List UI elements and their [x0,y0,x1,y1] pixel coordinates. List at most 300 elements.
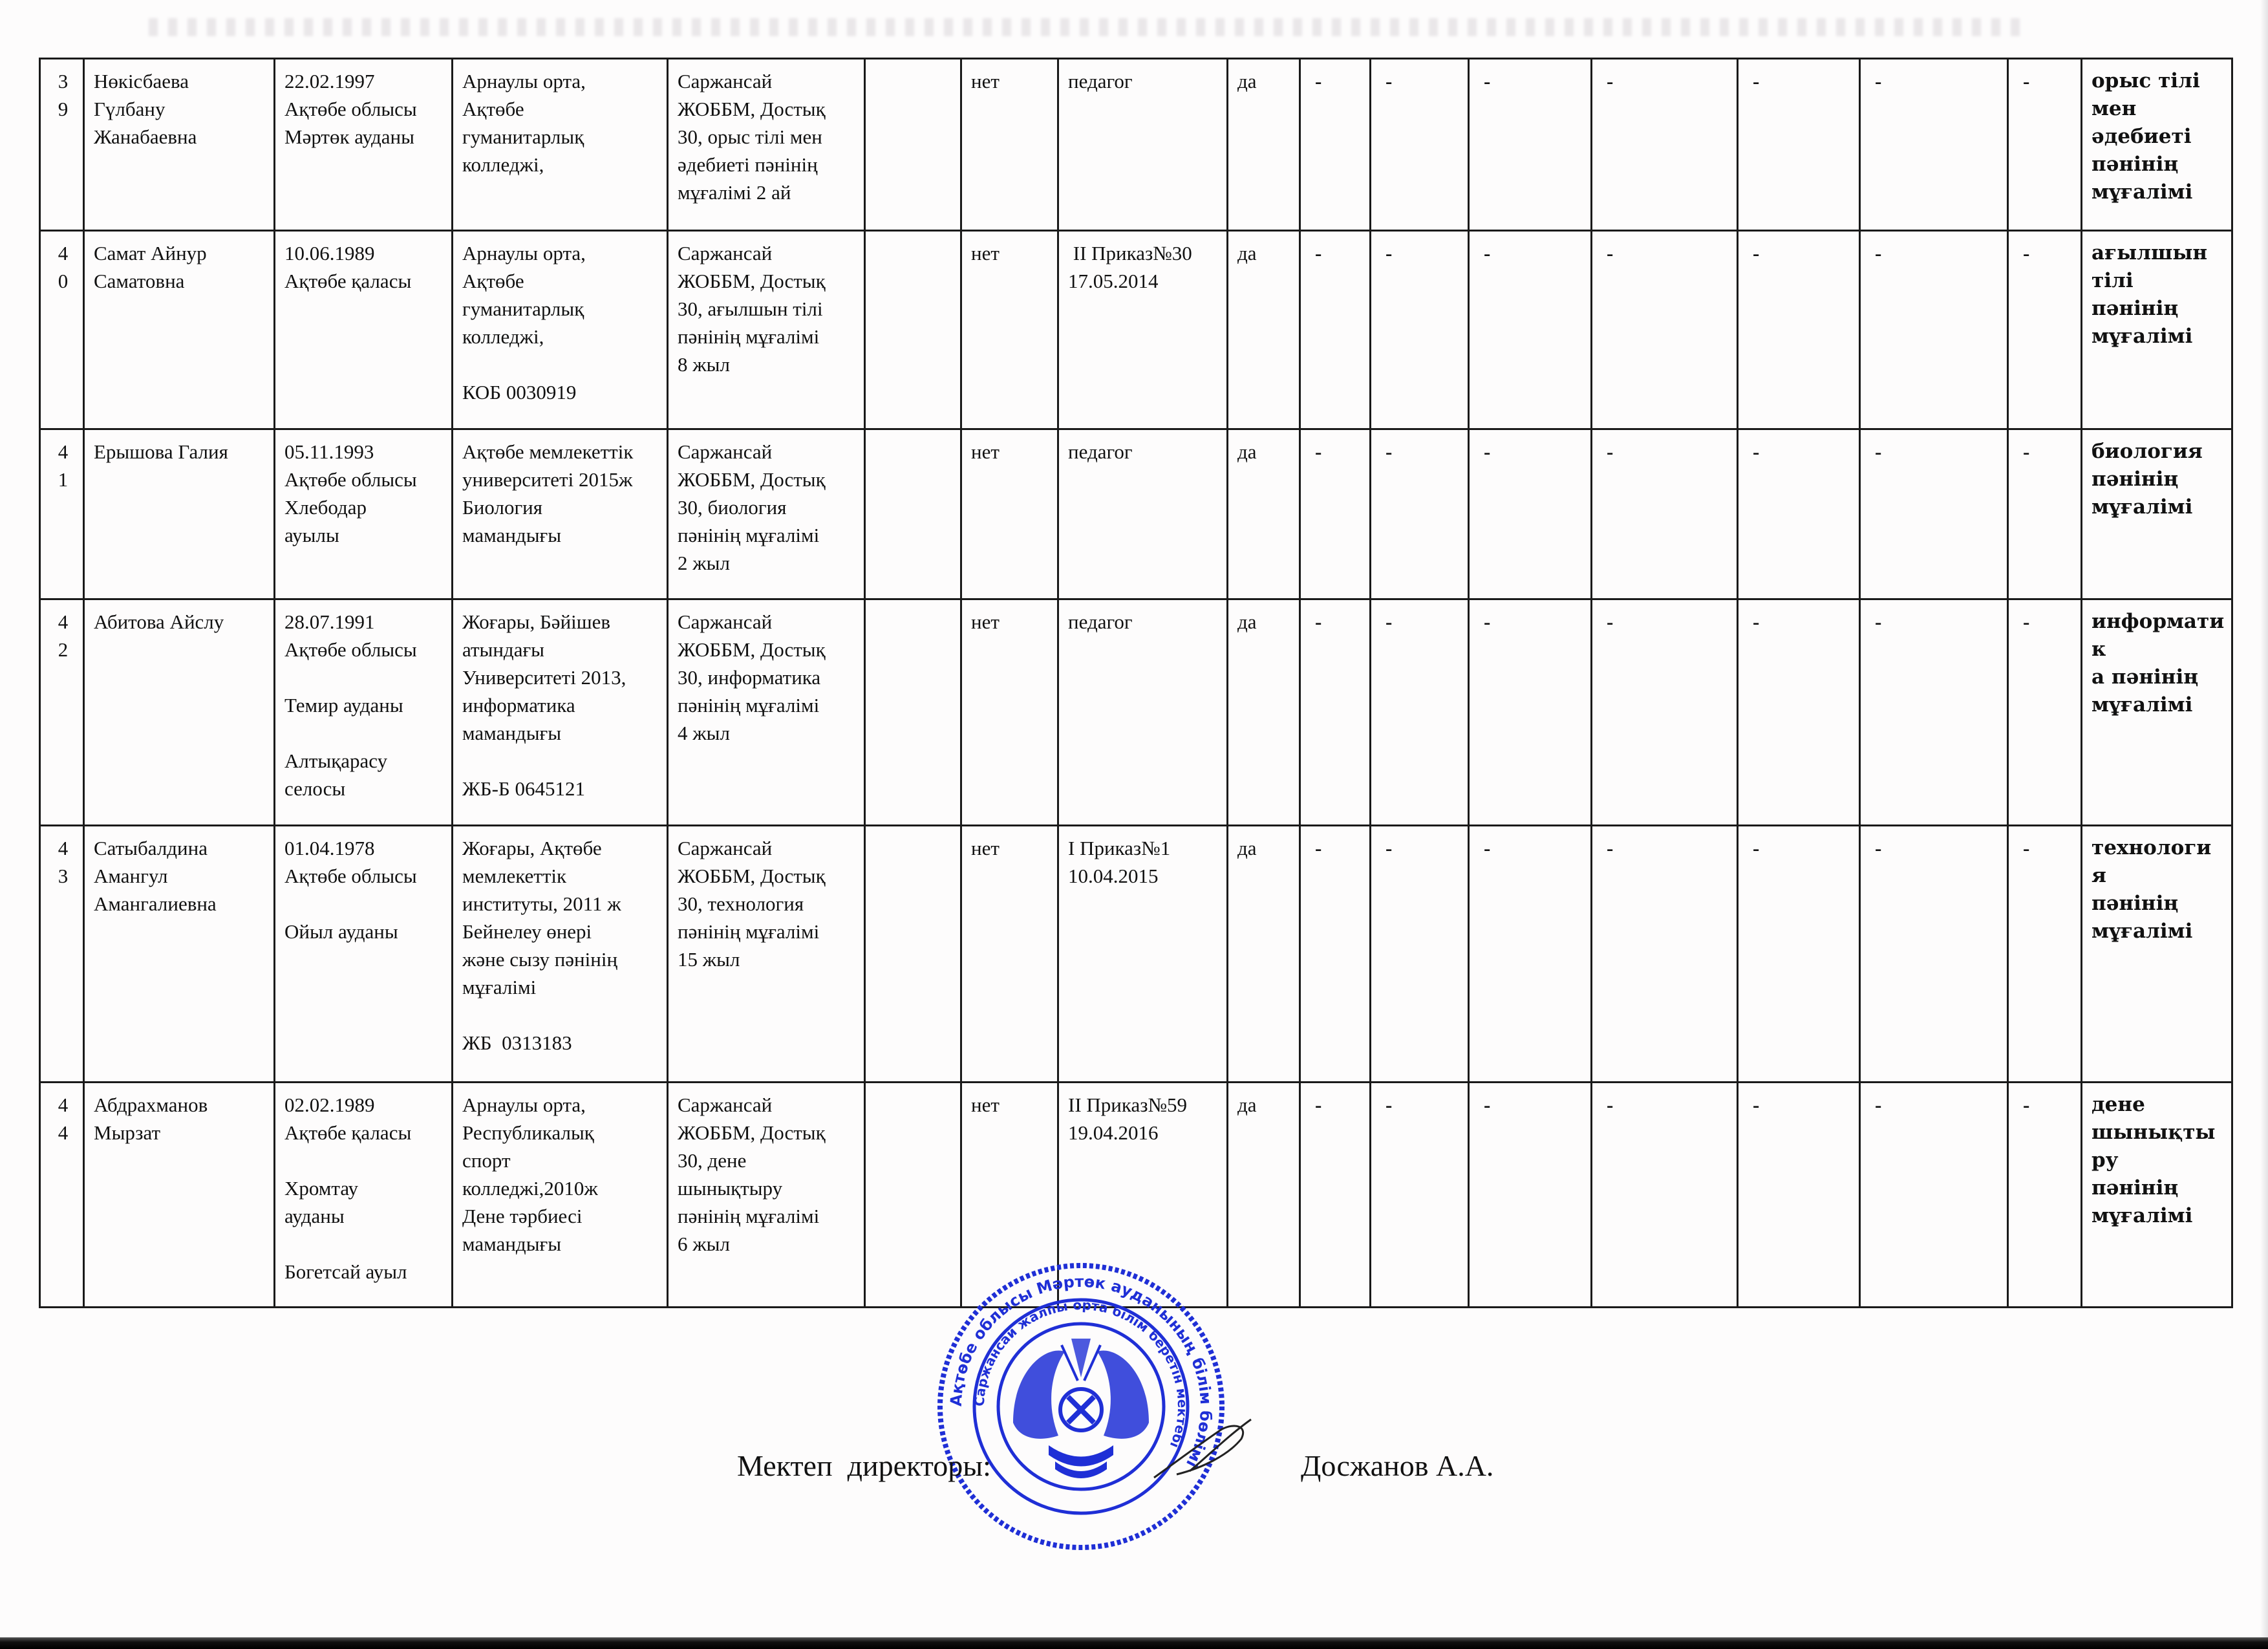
flag-cell [961,429,1058,599]
cell-line: Саржансай [678,242,773,264]
dash-cell [1738,429,1860,599]
cell-line: Хромтау [284,1177,359,1200]
yes-cell [1228,231,1300,429]
dash-mark: - [1875,1094,1882,1116]
cell-line: 4 жыл [678,722,730,744]
workplace-cell [668,59,865,231]
cell-line: колледжі, [462,325,544,348]
cell-line: пәнінің мұғалімі [678,694,820,717]
cell-line: II Приказ№30 [1068,242,1192,264]
cell-line: Республикалық [462,1121,594,1144]
dash-mark: - [1607,242,1614,264]
dash-mark: - [2023,440,2030,463]
dash-cell [1371,599,1469,826]
dash-cell [1860,231,2008,429]
cell-line: Ақтөбе облысы [284,468,417,491]
cell-line: ЖОББМ, Достық [678,638,826,661]
cell-line: институты, 2011 ж [462,892,621,915]
cell-line: мемлекеттік [462,865,567,887]
staff-table [39,58,2233,1308]
row-number-digit: 4 [58,837,69,859]
dash-cell [1371,826,1469,1083]
dash-mark: - [1315,610,1322,633]
dash-cell [1469,59,1592,231]
cell-line: Нөкісбаева [94,70,189,92]
dash-cell [1371,429,1469,599]
cell-line: және сызу пәнінің [462,948,618,971]
workplace-cell [668,231,865,429]
cell-line: Ақтөбе облысы [284,865,417,887]
dash-mark: - [1385,440,1393,463]
dash-cell [1469,1083,1592,1308]
cell-line: 28.07.1991 [284,610,375,633]
row-number-digit: 0 [58,270,69,292]
cell-line: ЖОББМ, Достық [678,1121,826,1144]
dash-cell [1860,599,2008,826]
cell-line: әдебиеті [2091,125,2192,148]
dash-mark: - [1385,70,1393,92]
dash-mark: - [1607,837,1614,859]
row-number-digit: 4 [58,1094,69,1116]
flag-cell [961,826,1058,1083]
cell-line: мұғалімі [2091,495,2193,519]
dash-cell [2008,231,2082,429]
cell-line: мұғалімі [2091,1204,2193,1227]
cell-line: ауылы [284,524,339,546]
row-number-digit: 4 [58,440,69,463]
position-cell [2082,59,2232,231]
dash-cell [1300,231,1371,429]
dash-mark: - [1385,610,1393,633]
dash-cell [1860,1083,2008,1308]
dash-mark: - [1753,1094,1760,1116]
cell-line: мұғалімі [2091,920,2193,943]
dash-cell [1738,59,1860,231]
scan-bleed-through [149,18,2024,36]
dash-mark: - [1385,837,1393,859]
dash-mark: - [1315,1094,1322,1116]
dash-mark: - [1607,1094,1614,1116]
yes-cell [1228,429,1300,599]
dash-mark: - [2023,242,2030,264]
cell-line: пәнінің [2091,892,2179,915]
cell-line: Ерышова Галия [94,440,228,463]
dash-mark: - [1607,610,1614,633]
cell-line: Жоғары, Ақтөбе [462,837,602,859]
cell-line: Ақтөбе облысы [284,98,417,120]
cell-line: мұғалімі [462,976,537,998]
row-number-digit: 3 [58,865,69,887]
cell-text: да [1237,440,1257,463]
cell-line: информатик [2091,610,2225,661]
dash-mark: - [1484,1094,1491,1116]
cell-line: а пәнінің [2091,665,2199,689]
cell-line: Ақтөбе мемлекеттік [462,440,634,463]
cell-line: Саржансай [678,610,773,633]
dash-cell [1371,1083,1469,1308]
dash-cell [2008,59,2082,231]
cell-line: Саржансай [678,837,773,859]
cell-line: 30, технология [678,892,804,915]
education-cell [453,1083,668,1308]
seal-outer-text: Ақтөбе облысы Мәртөк ауданының білім бөлімі [947,1272,1215,1471]
cell-line: Саржансай [678,70,773,92]
cell-line: 6 жыл [678,1233,730,1255]
cell-line: Ақтөбе [462,270,524,292]
cell-line: спорт [462,1149,511,1172]
coat-of-arms-emblem [1013,1339,1149,1478]
dash-mark: - [1753,610,1760,633]
signature-label: Мектеп директоры: [737,1449,991,1482]
table-row [40,826,2232,1083]
cell-line: мен [2091,97,2137,120]
cell-line: атындағы [462,638,544,661]
dash-mark: - [2023,610,2030,633]
cell-line: ағылшын [2091,241,2208,264]
full-name-cell [84,599,275,826]
dash-cell [2008,599,2082,826]
cell-line: шынықтыру [2091,1121,2216,1172]
row-number-digit: 9 [58,98,69,120]
dash-mark: - [1875,610,1882,633]
dash-cell [1300,599,1371,826]
empty-cell [865,599,961,826]
cell-line: Бейнелеу өнері [462,920,592,943]
staff-table-body [40,59,2232,1308]
dash-mark: - [1753,242,1760,264]
cell-line: педагог [1068,610,1133,633]
dash-mark: - [1753,837,1760,859]
dash-mark: - [1315,242,1322,264]
cell-line: Сатыбалдина [94,837,208,859]
cell-line: Саматовна [94,270,185,292]
cell-line: Ойыл ауданы [284,920,398,943]
empty-cell [865,826,961,1083]
yes-cell [1228,599,1300,826]
full-name-cell [84,429,275,599]
cell-line: ауданы [284,1205,345,1227]
workplace-cell [668,1083,865,1308]
cell-line: мұғалімі [2091,325,2193,348]
cell-line: Амангалиевна [94,892,217,915]
row-number [40,231,84,429]
cell-line: колледжі,2010ж [462,1177,598,1200]
workplace-cell [668,826,865,1083]
dash-cell [2008,826,2082,1083]
dash-cell [1300,826,1371,1083]
cell-line: ЖОББМ, Достық [678,865,826,887]
row-number [40,59,84,231]
education-cell [453,59,668,231]
dash-cell [1738,231,1860,429]
dash-mark: - [1875,440,1882,463]
director-handwritten-signature [1151,1416,1254,1487]
cell-line: 30, орыс тілі мен [678,125,822,148]
cell-text: нет [971,1094,1000,1116]
cell-line: 05.11.1993 [284,440,374,463]
dash-cell [1371,59,1469,231]
flag-cell [961,59,1058,231]
dash-cell [1469,826,1592,1083]
cell-line: 15 жыл [678,948,740,971]
cell-line: 17.05.2014 [1068,270,1159,292]
dash-cell [1860,59,2008,231]
dash-mark: - [1753,440,1760,463]
cell-line: Самат Айнур [94,242,207,264]
dash-cell [1860,826,2008,1083]
row-number [40,429,84,599]
cell-line: гуманитарлық [462,125,584,148]
cell-text: да [1237,242,1257,264]
cell-line: Хлебодар [284,496,367,519]
row-number-digit: 3 [58,70,69,92]
cell-line: Арнаулы орта, [462,70,586,92]
cell-text: да [1237,1094,1257,1116]
cell-line: технология [2091,836,2212,887]
cell-line: Арнаулы орта, [462,1094,586,1116]
education-cell [453,826,668,1083]
dash-mark: - [1484,242,1491,264]
seal-inner-text: Саржансай жалпы орта білім беретін мектебі [971,1297,1191,1450]
cell-line: мамандығы [462,722,562,744]
scan-edge-shadow [2260,0,2268,1649]
cell-line: Университеті 2013, [462,666,626,689]
position-cell [2082,1083,2232,1308]
official-seal-stamp [936,1261,1226,1552]
full-name-cell [84,826,275,1083]
dash-mark: - [2023,837,2030,859]
row-number [40,826,84,1083]
dash-mark: - [1385,1094,1393,1116]
dash-cell [1592,231,1738,429]
cell-line: Дене тәрбиесі [462,1205,583,1227]
full-name-cell [84,59,275,231]
cell-line: дене [2091,1093,2145,1116]
cell-line [284,1230,445,1258]
dash-mark: - [1875,837,1882,859]
cell-line: педагог [1068,70,1133,92]
dash-mark: - [1607,70,1614,92]
dash-mark: - [1484,440,1491,463]
cell-line: ЖОББМ, Достық [678,468,826,491]
cell-line: ЖОББМ, Достық [678,98,826,120]
cell-line [284,1147,445,1174]
cell-line: мұғалімі [2091,180,2193,204]
cell-line [284,890,445,918]
cell-line: 30, дене [678,1149,747,1172]
cell-line: 8 жыл [678,353,730,376]
cell-line: университеті 2015ж [462,468,633,491]
row-number [40,599,84,826]
cell-line: мамандығы [462,524,562,546]
dash-mark: - [1875,242,1882,264]
dash-mark: - [1315,837,1322,859]
cell-line [462,350,660,378]
cell-text: нет [971,242,1000,264]
dash-cell [2008,1083,2082,1308]
cell-line: мамандығы [462,1233,562,1255]
dash-cell [1469,231,1592,429]
cell-line: 30, биология [678,496,787,519]
dash-mark: - [1315,70,1322,92]
cell-line: биология [2091,440,2203,463]
cell-line: мұғалімі 2 ай [678,181,791,204]
cell-text: нет [971,610,1000,633]
cell-line: Абдрахманов [94,1094,208,1116]
cell-line: ЖБ 0313183 [462,1031,572,1054]
dash-mark: - [1484,610,1491,633]
cell-line [284,719,445,747]
empty-cell [865,429,961,599]
dash-cell [1860,429,2008,599]
cell-text: да [1237,837,1257,859]
scan-bottom-edge [0,1637,2268,1649]
education-cell [453,599,668,826]
cell-line: Ақтөбе облысы [284,638,417,661]
dash-cell [1592,429,1738,599]
cell-line: 10.04.2015 [1068,865,1159,887]
cell-line: 2 жыл [678,552,730,574]
flag-cell [961,599,1058,826]
cell-line: II Приказ№59 [1068,1094,1188,1116]
category-cell [1058,826,1228,1083]
workplace-cell [668,599,865,826]
dash-cell [1738,826,1860,1083]
yes-cell [1228,59,1300,231]
cell-line: информатика [462,694,575,717]
cell-line: Биология [462,496,543,519]
cell-text: нет [971,837,1000,859]
dash-cell [2008,429,2082,599]
dash-mark: - [1875,70,1882,92]
row-number-digit: 4 [58,1121,69,1144]
cell-line: әдебиеті пәнінің [678,153,818,176]
dash-mark: - [1607,440,1614,463]
cell-line: 19.04.2016 [1068,1121,1159,1144]
dash-cell [1738,599,1860,826]
category-cell [1058,59,1228,231]
cell-line: педагог [1068,440,1133,463]
cell-line: КОБ 0030919 [462,381,577,404]
category-cell [1058,599,1228,826]
row-number [40,1083,84,1308]
cell-line: Саржансай [678,440,773,463]
cell-line: ЖБ-Б 0645121 [462,777,585,800]
cell-line: Ақтөбе қаласы [284,1121,412,1144]
cell-line [462,747,660,775]
cell-line: селосы [284,777,346,800]
cell-line: Темир ауданы [284,694,403,717]
cell-line: пәнінің мұғалімі [678,325,820,348]
cell-line: Ақтөбе [462,98,524,120]
dash-cell [1469,429,1592,599]
position-cell [2082,599,2232,826]
dash-mark: - [2023,1094,2030,1116]
cell-line: пәнінің мұғалімі [678,524,820,546]
dash-cell [1300,429,1371,599]
cell-line: Жанабаевна [94,125,197,148]
row-number-digit: 2 [58,638,69,661]
cell-text: нет [971,440,1000,463]
dash-cell [1300,59,1371,231]
cell-line: Саржансай [678,1094,773,1116]
dash-cell [1738,1083,1860,1308]
full-name-cell [84,231,275,429]
cell-line: Абитова Айслу [94,610,224,633]
cell-line: Ақтөбе қаласы [284,270,412,292]
position-cell [2082,231,2232,429]
birth-date-place-cell [275,59,453,231]
education-cell [453,429,668,599]
cell-line: пәнінің [2091,468,2179,491]
empty-cell [865,231,961,429]
cell-line: шынықтыру [678,1177,783,1200]
dash-cell [1300,1083,1371,1308]
yes-cell [1228,1083,1300,1308]
table-row [40,599,2232,826]
cell-line: Арнаулы орта, [462,242,586,264]
cell-line: колледжі, [462,153,544,176]
cell-line [284,663,445,691]
cell-line: Амангул [94,865,168,887]
cell-text: да [1237,610,1257,633]
position-cell [2082,826,2232,1083]
table-row [40,429,2232,599]
birth-date-place-cell [275,231,453,429]
cell-line: 01.04.1978 [284,837,375,859]
cell-line: мұғалімі [2091,693,2193,717]
dash-mark: - [1753,70,1760,92]
dash-mark: - [1385,242,1393,264]
dash-mark: - [1315,440,1322,463]
dash-cell [1592,1083,1738,1308]
table-row [40,59,2232,231]
dash-cell [1371,231,1469,429]
cell-line: пәнінің мұғалімі [678,920,820,943]
birth-date-place-cell [275,1083,453,1308]
cell-line: орыс тілі [2091,69,2200,92]
director-name: Досжанов А.А. [1301,1449,1494,1482]
cell-line: 22.02.1997 [284,70,375,92]
dash-mark: - [2023,70,2030,92]
dash-cell [1592,59,1738,231]
cell-line: пәнінің [2091,1176,2179,1200]
cell-line: Мәртөк ауданы [284,125,414,148]
cell-text: нет [971,70,1000,92]
dash-cell [1469,599,1592,826]
birth-date-place-cell [275,826,453,1083]
cell-line: пәнінің мұғалімі [678,1205,820,1227]
flag-cell [961,231,1058,429]
cell-line: Гүлбану [94,98,166,120]
cell-line: Мырзат [94,1121,161,1144]
cell-line: пәнінің [2091,153,2179,176]
cell-line: ЖОББМ, Достық [678,270,826,292]
dash-cell [1592,826,1738,1083]
birth-date-place-cell [275,429,453,599]
education-cell [453,231,668,429]
cell-line: 02.02.1989 [284,1094,375,1116]
cell-line: I Приказ№1 [1068,837,1171,859]
cell-line: 30, информатика [678,666,821,689]
table-row [40,231,2232,429]
cell-line: Алтықарасу [284,749,388,772]
cell-line [462,1001,660,1029]
yes-cell [1228,826,1300,1083]
row-number-digit: 4 [58,242,69,264]
cell-line: Богетсай ауыл [284,1260,407,1283]
empty-cell [865,59,961,231]
